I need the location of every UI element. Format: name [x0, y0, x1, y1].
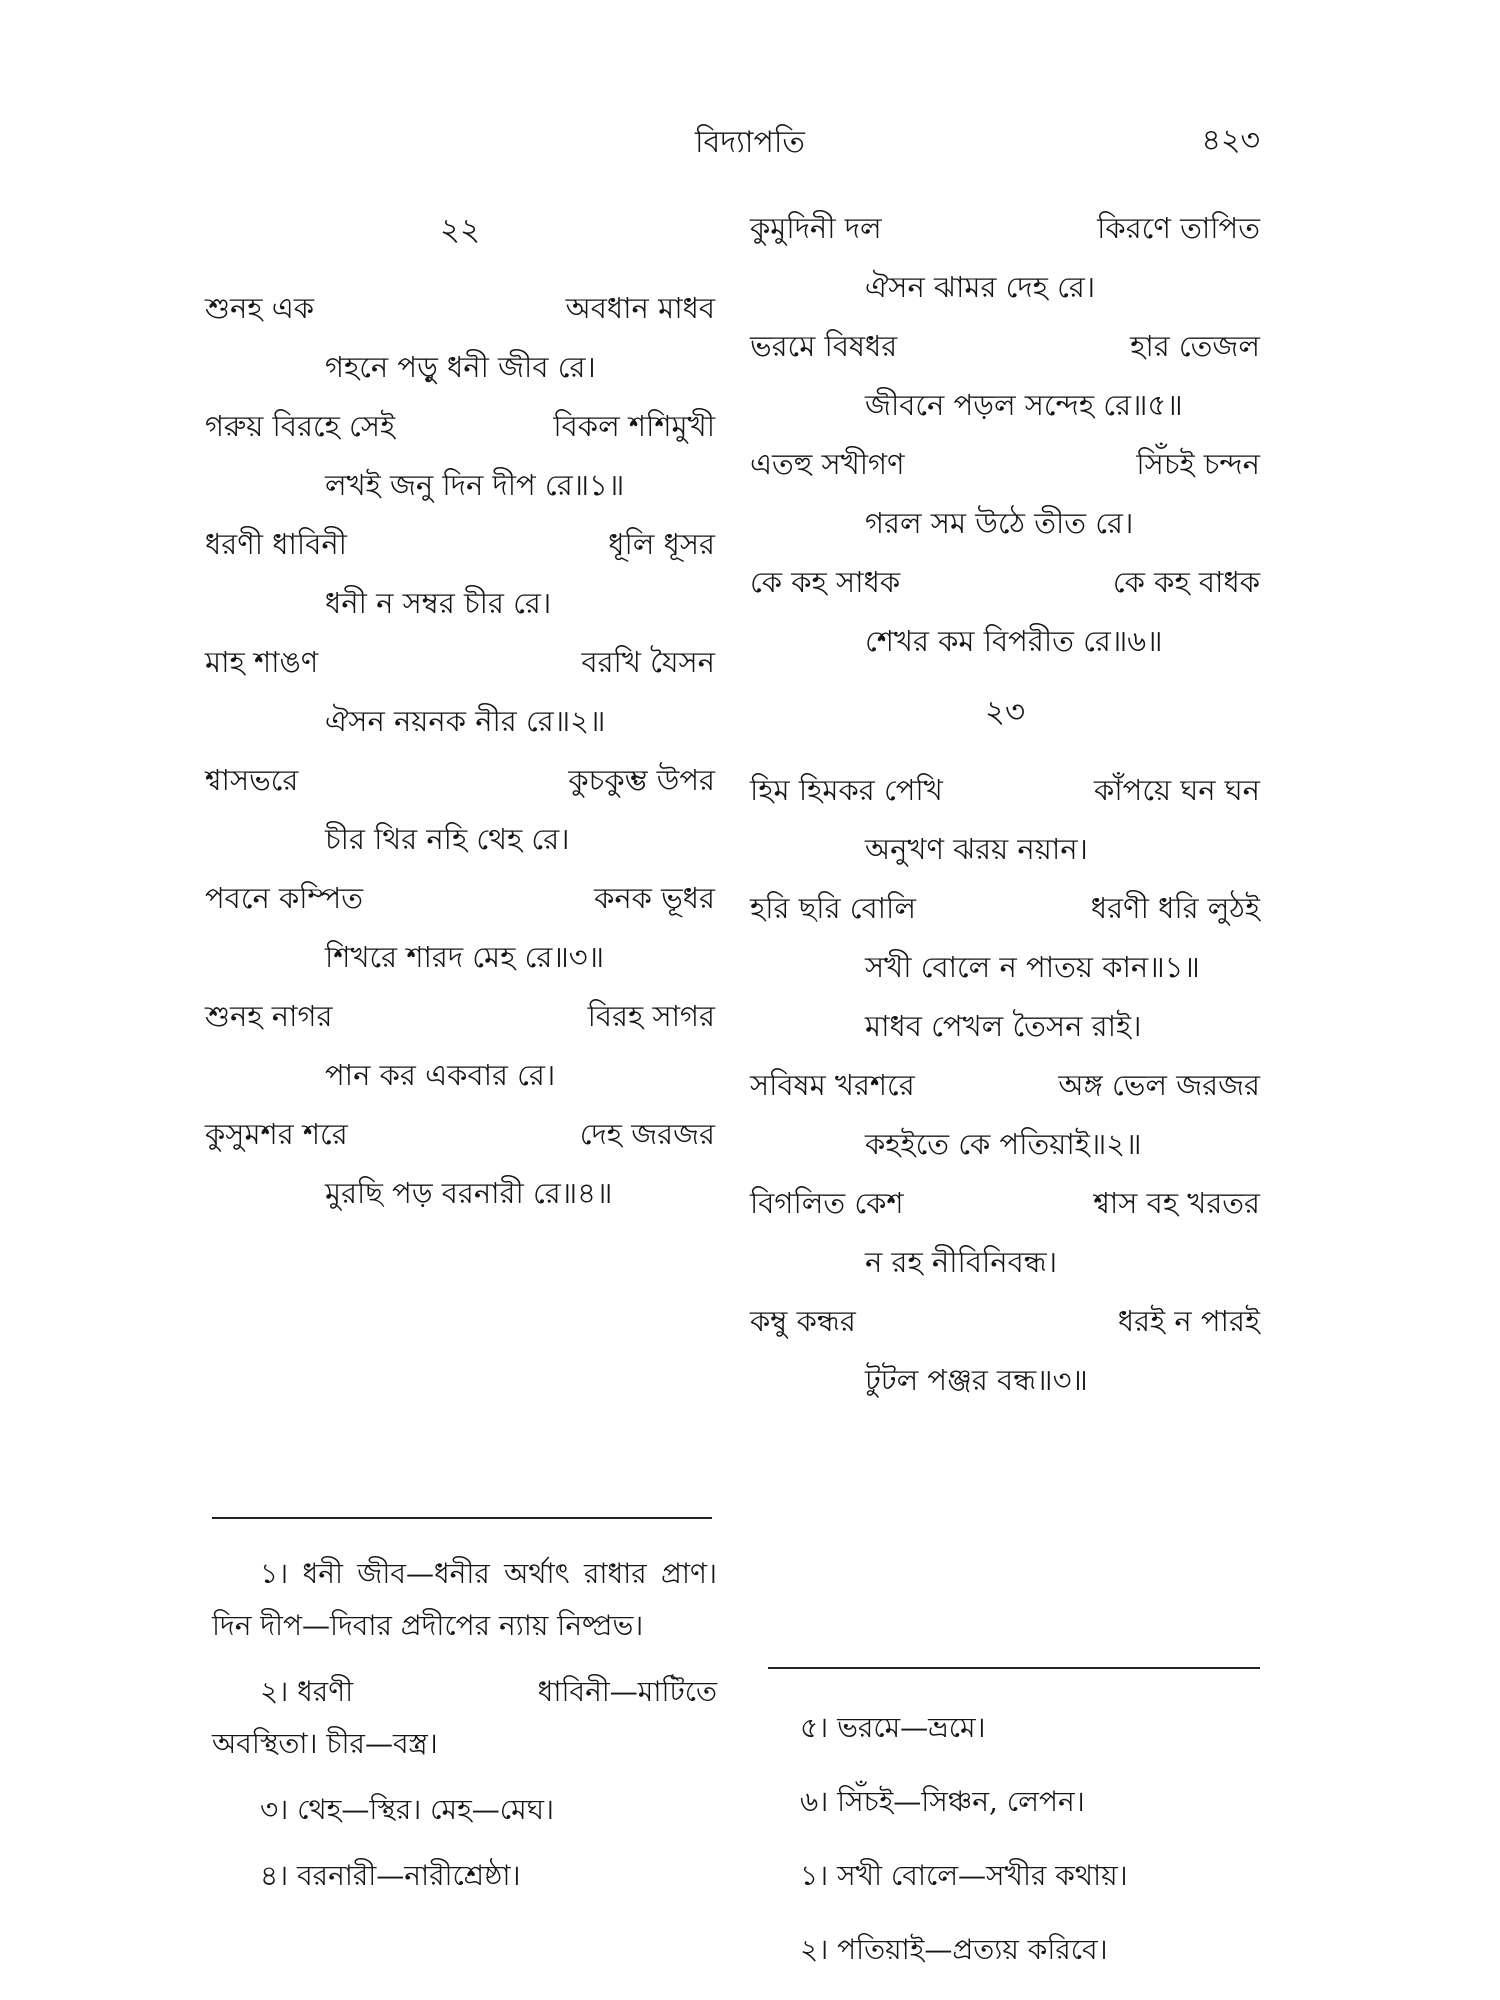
verse-line: [205, 280, 715, 339]
footnotes-left: [212, 1548, 717, 1916]
verse-half-first: সবিষম খরশরে: [750, 1068, 915, 1102]
verse-line: [205, 752, 715, 811]
verse-half-first: কুমুদিনী দল: [750, 211, 882, 245]
verse-half-second: কে কহ বাধক: [1112, 565, 1260, 599]
verse-half-second: কিরণে তাপিত: [1097, 211, 1260, 245]
verse-indented: শিখরে শারদ মেহ রে॥৩॥: [325, 940, 605, 974]
verse-half-first: শ্বাসভরে: [205, 763, 299, 797]
verse-half-first: মাহ শাঙণ: [205, 645, 319, 679]
verse-indented: লখই জনু দিন দীপ রে॥১॥: [325, 468, 625, 502]
verse-indented: কহইতে কে পতিয়াই॥২॥: [865, 1127, 1142, 1161]
verse-refrain-line: [750, 495, 1260, 554]
verse-line: [205, 398, 715, 457]
verse-indented: ধনী ন সম্বর চীর রে।: [325, 586, 552, 620]
poem-22-verses: [205, 280, 715, 1224]
verse-line: [750, 200, 1260, 259]
verse-refrain-line: [205, 339, 715, 398]
verse-half-second: কুচকুম্ভ উপর: [568, 763, 715, 797]
verse-refrain-line: [750, 1116, 1260, 1175]
verse-refrain-line: [750, 821, 1260, 880]
verse-indented: মাধব পেখল তৈসন রাই।: [865, 1009, 1142, 1043]
verse-half-second: ধূলি ধূসর: [608, 527, 715, 561]
verse-line: [750, 554, 1260, 613]
verse-half-first: ভরমে বিষধর: [750, 329, 898, 363]
verse-refrain-line: [750, 939, 1260, 998]
verse-indented: ন রহ নীবিনিবন্ধ।: [865, 1245, 1058, 1279]
verse-refrain-line: [205, 1165, 715, 1224]
verse-half-second: বিকল শশিমুখী: [553, 409, 715, 443]
footnote-divider-left: [212, 1517, 712, 1519]
verse-refrain-line: [205, 457, 715, 516]
verse-refrain-line: [750, 1352, 1260, 1411]
verse-indented: ঐসন ঝামর দেহ রে।: [865, 270, 1096, 304]
verse-indented: মুরছি পড় বরনারী রে॥৪॥: [325, 1176, 613, 1210]
verse-half-first: গরুয় বিরহে সেই: [205, 409, 396, 443]
verse-half-first: হিম হিমকর পেখি: [750, 773, 943, 807]
verse-half-second: সিঁচই চন্দন: [1136, 447, 1260, 481]
footnote: ৪। বরনারী—নারীশ্রেষ্ঠা।: [260, 1859, 521, 1892]
footnotes-right: [800, 1702, 1260, 1998]
footnote-continuation: অবস্থিতা। চীর—বস্ত্র।: [212, 1727, 438, 1760]
verse-line: [750, 1175, 1260, 1234]
verse-half-first: এতহু সখীগণ: [750, 447, 905, 481]
verse-indented: জীবনে পড়ল সন্দেহ রে॥৫॥: [865, 388, 1183, 422]
verse-refrain-line: [205, 811, 715, 870]
verse-refrain-line: [205, 575, 715, 634]
verse-refrain-line: [205, 929, 715, 988]
page-number: ৪২৩: [1201, 123, 1260, 158]
footnote-split-line: [212, 1666, 717, 1718]
verse-half-first: শুনহ নাগর: [205, 999, 333, 1033]
verse-line: [750, 1293, 1260, 1352]
verse-indented: শেখর কম বিপরীত রে॥৬॥: [865, 624, 1163, 658]
verse-half-second: ধরই ন পারই: [1117, 1304, 1260, 1338]
verse-line: [750, 318, 1260, 377]
footnote: ১। সখী বোলে—সখীর কথায়।: [800, 1859, 1128, 1892]
poem-number: ২২: [439, 212, 481, 248]
footnote-part: ধাবিনী—মাটিতে: [537, 1675, 717, 1708]
verse-refrain-line: [750, 1234, 1260, 1293]
verse-refrain-line: [205, 693, 715, 752]
verse-indented: ঐসন নয়নক নীর রে॥২॥: [325, 704, 606, 738]
poem-23-verses: [750, 762, 1260, 1411]
verse-half-first: কে কহ সাধক: [750, 565, 901, 599]
verse-line: [205, 1106, 715, 1165]
verse-half-first: কুসুমশর শরে: [205, 1117, 348, 1151]
verse-half-second: ধরণী ধরি লুঠই: [1090, 891, 1260, 925]
verse-indented: অনুখণ ঝরয় নয়ান।: [865, 832, 1088, 866]
verse-line: [750, 880, 1260, 939]
verse-line: [750, 762, 1260, 821]
verse-indented: গরল সম উঠে তীত রে।: [865, 506, 1134, 540]
footnote: ১। ধনী জীব—ধনীর অর্থাৎ রাধার প্রাণ। দিন দীপ—দিবার প্রদীপের ন্যায় নিষ্প্রভ।: [212, 1557, 717, 1642]
verse-half-second: কনক ভূধর: [594, 881, 715, 915]
verse-line: [750, 1057, 1260, 1116]
verse-line: [205, 516, 715, 575]
verse-refrain-line: [750, 259, 1260, 318]
poem-22-continued-verses: [750, 200, 1260, 672]
verse-half-second: বরখি যৈসন: [581, 645, 715, 679]
verse-half-second: দেহ জরজর: [579, 1117, 715, 1151]
footnote: ৩। থেহ—স্থির। মেহ—মেঘ।: [260, 1793, 555, 1826]
verse-indented: গহনে পড়ু ধনী জীব রে।: [325, 350, 596, 384]
verse-half-second: কাঁপয়ে ঘন ঘন: [1093, 773, 1260, 807]
footnote: ৬। সিঁচই—সিঞ্চন, লেপন।: [800, 1785, 1085, 1818]
verse-half-first: শুনহ এক: [205, 291, 315, 325]
footnote-part: ২। ধরণী: [260, 1675, 354, 1708]
verse-indented: পান কর একবার রে।: [325, 1058, 556, 1092]
footnote: ২। পতিয়াই—প্রত্যয় করিবে।: [800, 1933, 1108, 1966]
footnote: ৫। ভরমে—ভ্রমে।: [800, 1711, 986, 1744]
verse-half-second: হার তেজল: [1130, 329, 1260, 363]
footnote-divider-right: [768, 1667, 1260, 1669]
verse-half-first: হরি ছরি বোলি: [750, 891, 916, 925]
verse-indented: সখী বোলে ন পাতয় কান॥১॥: [865, 950, 1200, 984]
verse-refrain-line: [205, 1047, 715, 1106]
verse-line: [205, 988, 715, 1047]
verse-line: [750, 436, 1260, 495]
verse-line: [205, 870, 715, 929]
verse-half-second: অঙ্গ ভেল জরজর: [1058, 1068, 1260, 1102]
verse-refrain-line: [750, 377, 1260, 436]
poem-number: ২৩: [984, 694, 1026, 730]
right-column: [750, 200, 1260, 1411]
left-column: [205, 200, 715, 1224]
verse-indented: চীর থির নহি থেহ রে।: [325, 822, 570, 856]
verse-half-second: বিরহ সাগর: [587, 999, 715, 1033]
running-title: বিদ্যাপতি: [695, 125, 805, 160]
verse-line: [205, 634, 715, 693]
verse-refrain-line: [750, 998, 1260, 1057]
verse-half-first: বিগলিত কেশ: [750, 1186, 904, 1220]
verse-half-second: অবধান মাধব: [565, 291, 715, 325]
verse-half-first: পবনে কম্পিত: [205, 881, 363, 915]
verse-indented: টুটল পঞ্জর বন্ধ॥৩॥: [865, 1363, 1088, 1397]
verse-half-first: ধরণী ধাবিনী: [205, 527, 347, 561]
verse-half-first: কম্বু কন্ধর: [750, 1304, 856, 1338]
verse-half-second: শ্বাস বহ খরতর: [1093, 1186, 1260, 1220]
verse-refrain-line: [750, 613, 1260, 672]
